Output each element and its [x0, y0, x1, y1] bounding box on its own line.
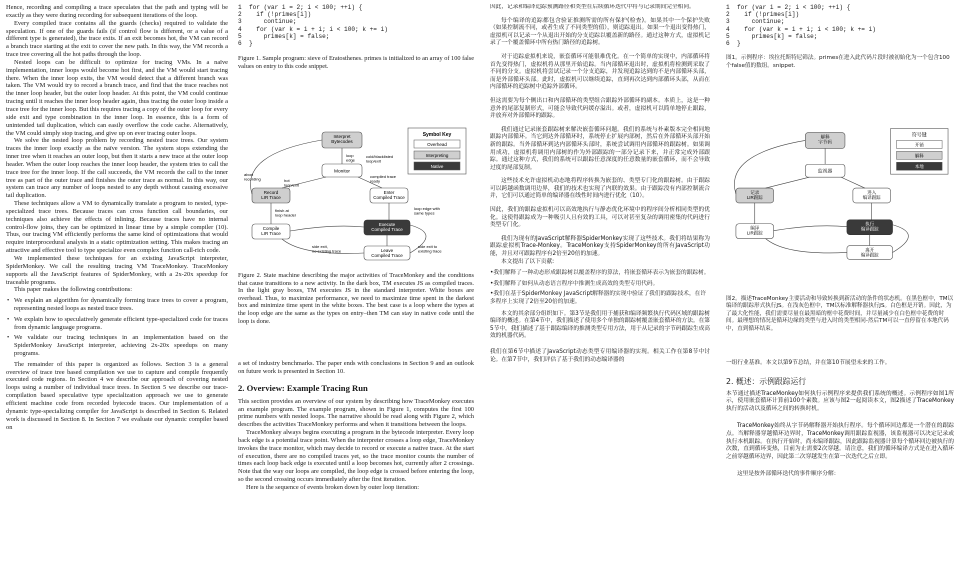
en-paragraph: TraceMonkey always begins executing a program in the bytecode interpreter. Every loop back edge is a potential trace point. When the interpreter crosses a loop edge, TraceMonkey invokes the trace monitor, which may decide to record or execute a native trace. At the start of execution, there are no compiled traces yet, so the trace monitor counts the number of times each loop back edge is executed until a loop becomes hot, currently after 2 crossings. Note that the way our loops are compiled, the loop edge is crossed before entering the loop, so the second crossing occurs immediately after the first iteration. [238, 429, 474, 484]
en-paragraph: Every compiled trace contains all the guards (checks) required to validate the speculation. If one of the guards fails (if control flow is different, or a value of a different type is generated), the trace exits. If an exit becomes hot, the VM can record a branch trace starting at the exit to cover the new path. In this way, the VM records a trace tree covering all the hot paths through the loop. [6, 19, 228, 59]
zh-paragraph: 我们通过记录嵌套跟踪树来解决嵌套循环问题。我们的系统与朴素版本完全相同地跟踪内部循环。当它到达外部循环时，系统停止扩展内部树，然后在外部循环头部开始新的跟踪。当外部循环到达内部循环头部时，系统尝试调用内部循环的跟踪树。如果调用成功，虚拟机将调用内部树的作为外部跟踪的一部分记录下来，并正常完成外部跟踪。通过这种方式，我们的系统可以跟踪任意深度的任意数量的嵌套循环，而不会导致过度的尾部复制。 [490, 126, 710, 171]
node-compile-label: Compile LIR Trace [261, 226, 281, 236]
key-interpreting: Interpreting [425, 153, 449, 158]
en-paragraph: Here is the sequence of events broken down by outer loop iteration: [246, 483, 420, 491]
list-item: •我们在基于SpiderMonkey JavaScript解释器的实现中验证了我们的跟踪技术，在许多程序上实现了2倍至20倍的加速。 [490, 291, 707, 305]
edge-same-types: loop edge with same types [414, 206, 440, 216]
zh-paragraph: 因此，记录和编译追踪预测路径和类型在后续循环迭代中将与记录期间完全相同。 [490, 4, 695, 10]
en-section-2 [238, 360, 474, 492]
svg-text:离开编译跟踪: 离开编译跟踪 [860, 247, 879, 258]
zh-paragraph: 我们在第6节中描述了JavaScript动态类型专用编译器的实现。相关工作在第8节中讨论。在第7节中，我们评估了基于我们的动态编译器的 [490, 348, 710, 363]
svg-text:进入编译跟踪: 进入编译跟踪 [862, 190, 881, 200]
chinese-page [480, 0, 960, 561]
node-leave-label: Leave Compiled Trace [371, 248, 403, 258]
en-paragraph: This paper makes the following contributions: [14, 286, 133, 294]
key-native-zh: 本地 [914, 164, 924, 170]
code-listing-zh: 1 for (var i = 2; i < 100; ++i) { 2 if (!primes[i]) 3 continue; 4 for (var k = i + i; i < 100; k += i) 5 primes[k] = false; 6 } [726, 4, 876, 48]
figure-1-caption: Figure 1. Sample program: sieve of Eratosthenes. primes is initialized to an array of 100 false values on entry to this code snippet. [238, 55, 474, 70]
zh-right-column [726, 4, 954, 560]
zh-paragraph: 我们为现有的JavaScript解释器SpiderMonkey实现了这些技术。我们将结果称为跟踪虚拟机Trace-Monkey。TraceMonkey支持SpiderMonkey的所有JavaScript功能，并且对可跟踪程序有2倍至20倍的加速。 [490, 235, 710, 258]
edge-finish: finish at loop header [275, 208, 297, 218]
node-execute-label: Execute Compiled Trace [371, 222, 403, 232]
zh-section-2 [726, 360, 954, 479]
key-overhead: Overhead [427, 142, 447, 147]
en-right-column [238, 4, 474, 560]
section-heading: 2. Overview: Example Tracing Run [238, 382, 368, 393]
svg-text:执行编译跟踪: 执行编译跟踪 [860, 221, 879, 232]
figure-2-caption-zh: 图2。描述TraceMonkey主要活动和导致转换到新活动的条件的状态机。在黑色框中，TM以编译的跟踪形式执行JS。在浅灰色框中，TM以标准解释器执行JS。白色框是开销。因此，为了最大化性能，我们需要尽量在最黑暗的框中花费时间，并尽量减少在白色框中花费的时间。最理想的情况是循环边缘的类型与进入时的类型相同-然后TM可以一直停留在本地代码中，直到循环结束。 [726, 296, 954, 332]
en-contribution-list [6, 297, 228, 358]
list-item: •我们解释了一种动态形成跟踪树以覆盖程序的算法，将嵌套循环表示为嵌套的跟踪树。 [490, 270, 710, 277]
en-paragraph: The remainder of this paper is organized as follows. Section 3 is a general overview of trace tree based compilation we use to capture and compile frequently executed code regions. In Section 4 we describe our approach of covering nested loops using a number of individual trace trees. In Section 5 we describe our trace-compilation based speculative type specialization approach we use to generate efficient machine code from recorded bytecode traces. Our implementation of a dynamic type-specializing compiler for JavaScript is described in Section 6. Related work is discussed in Section 8. In Section 7 we evaluate our dynamic compiler based on [6, 360, 228, 431]
en-paragraph: These techniques allow a VM to dynamically translate a program to nested, type-specialized trace trees. Because traces can cross function call boundaries, our techniques also achieve the effects of inlining. Because traces have no internal control-flow joins, they can be optimized in linear time by a simple compiler (10). Thus, our tracing VM efficiently performs the same kind of optimizations that would require interprocedural analysis in a static optimization setting. This makes tracing an attractive and effective tool to type specialize even complex function call-rich code. [6, 200, 228, 255]
en-left-column [6, 4, 228, 560]
figure-2-caption: Figure 2. State machine describing the major activities of TraceMonkey and the conditions that cause transitions to a new activity. In the dark box, TM executes JS as compiled traces. In the light gray boxes, TM executes JS in the standard interpreter. White boxes are overhead. Thus, to maximize performance, we need to maximize time spent in the darkest box and minimize time spent in the white boxes. The best case is a loop where the types at the loop edge are the same as the types on entry–then TM can stay in native code until the loop is done. [238, 272, 474, 325]
svg-text:解释字节码: 解释字节码 [818, 134, 832, 145]
edge-cold: cold/blacklisted loop/exit [366, 154, 394, 164]
zh-left-column [490, 4, 710, 560]
section-heading-zh: 2. 概述：示例跟踪运行 [726, 376, 807, 386]
list-item: •我们解释了如何从动态语言程序中推测生成高效的类型专用代码。 [490, 280, 659, 287]
list-item: • We explain an algorithm for dynamically forming trace trees to cover a program, representing nested loops as nested trace trees. [14, 297, 228, 313]
zh-paragraph: 每个编译的追踪都包含验证推测所需的所有保护(检查)。如果其中一个保护失败（如果控制流不同，或者生成了不同类型的值），则追踪退出。如果一个退出变得热门，虚拟机可以记录一个从退出开始的分支追踪以覆盖新的路径。通过这种方式，虚拟机记录了一个覆盖循环中所有热门路径的追踪树。 [490, 17, 710, 47]
zh-contribution-list [490, 270, 710, 306]
en-paragraph: Nested loops can be difficult to optimize for tracing VMs. In a naïve implementation, inner loops would become hot first, and the VM would start tracing there. When the inner loop exits, the VM would detect that a different branch was taken. The VM would try to record a branch trace, and find that the trace reaches not the inner loop header, but the outer loop header. At this point, the VM could continue tracing until it reaches the inner loop header again, thus tracing the outer loop inside a trace tree for the inner loop. But this requires tracing a copy of the outer loop for every side exit and type combination in the inner loop. In essence, this is a form of unintended tail duplication, which can easily overflow the code cache. Alternatively, the VM could simply stop tracing, and give up on ever tracing outer loops. [6, 58, 228, 137]
code-listing: 1 for (var i = 2; i < 100; ++i) { 2 if (!primes[i]) 3 continue; 4 for (var k = i + i; i < 100; k += i) 5 primes[k] = false; 6 } [238, 4, 388, 48]
node-record-label: Record LIR Trace [261, 190, 281, 200]
zh-paragraph: 对于追踪虚拟机来说，嵌套循环可能很难优化。在一个简单的实现中，内部循环将首先变得热门，虚拟机将从那里开始追踪。当内部循环退出时，虚拟机将检测到采取了不同的分支。虚拟机将尝试记录一个分支追踪，并发现追踪达到的不是内部循环头部，而是外部循环头部。此时，虚拟机可以继续追踪，直到再次达到内部循环头部，从而在内部循环的追踪树中追踪外部循环。 [490, 53, 710, 91]
edge-hot-loop: hot loop/exit [284, 178, 299, 188]
symbol-key-title-zh: 符号键 [911, 133, 927, 139]
svg-text:记录LIR跟踪: 记录 LIR跟踪 [746, 190, 763, 200]
key-interpreting-zh: 解释 [914, 153, 924, 159]
list-item: • We validate our tracing techniques in an implementation based on the SpiderMonkey JavaScript interpreter, achieving 2x-20x speedups on many programs. [14, 334, 228, 357]
zh-paragraph: 本文的其余部分组织如下。第3节是我们用于捕获和编译频繁执行代码区域的跟踪树编译的概述。在第4节中，我们描述了使用多个单独的跟踪树覆盖嵌套循环的方法。在第5节中，我们描述了基于跟踪编译的推测类型专用方法，用于从记录的字节码跟踪生成高效的机器代码。 [490, 310, 710, 340]
en-paragraph: This section provides an overview of our system by describing how TraceMonkey executes an example program. The example program, shown in Figure 1, computes the first 100 prime numbers with nested loops. The narrative should be read along with Figure 2, which describes the activities TraceMonkey performs and when it transitions between the loops. [238, 397, 474, 429]
key-native: Native [430, 164, 444, 169]
edge-loop-edge: loop edge [346, 153, 355, 163]
zh-paragraph: 这些技术允许虚拟机动态地将程序转换为嵌套的、类型专门化的跟踪树。由于跟踪可以跨越函数调用边界，我们的技术也实现了内联的效果。由于跟踪没有内部控制流合并，它们可以通过简单的编译器在线性时间内进行优化（10）。 [490, 178, 710, 200]
list-item: • We explain how to speculatively generate efficient type-specialized code for traces from dynamic language programs. [14, 316, 228, 332]
node-monitor-label-zh: 监视器 [817, 169, 833, 175]
edge-abort: abort recording [244, 172, 261, 182]
zh-paragraph: 本文提出了以下贡献: [501, 258, 555, 265]
figure-1-caption-zh: 图1。示例程序：埃拉托斯特尼筛法。primes在进入此代码片段时被初始化为一个包含100个false值的数组。snippet. [726, 55, 950, 69]
state-machine-diagram-zh [726, 124, 952, 264]
node-monitor-label: Monitor [334, 169, 350, 175]
node-enter-label: Enter Compiled Trace [373, 190, 405, 200]
edge-side-exit: side exit, no existing trace [312, 244, 342, 254]
en-paragraph: a set of industry benchmarks. The paper ends with conclusions in Section 9 and an outlook on future work is presented in Section 10. [238, 360, 474, 375]
zh-paragraph: 因此，我们的跟踪虚拟机可以高效地执行与静态优化环境中的程序间分析相同类型的优化。这使得跟踪成为一种吸引人且有效的工具，可以对甚至复杂的调用密集的代码进行类型专门化。 [490, 207, 710, 229]
state-machine-diagram [242, 124, 470, 264]
en-paragraph: We implemented these techniques for an existing JavaScript interpreter, SpiderMonkey. We call the resulting tracing VM TraceMonkey. TraceMonkey supports all the JavaScript features of SpiderMonkey, with a 2x-20x speedup for traceable programs. [6, 255, 228, 286]
edge-compiled-ready: compiled trace ready [370, 174, 397, 184]
zh-paragraph: 但这需要为每个侧出口和内部循环的类型组合跟踪外部循环的副本。本质上，这是一种意外的尾部复制形式，可能会导致代码缓存溢出。或者，虚拟机可以简单地停止跟踪，并放弃对外部循环的跟踪。 [490, 97, 710, 120]
zh-paragraph: 这里是按外部循环迭代的事件顺序分解： [737, 471, 840, 478]
edge-side-exit-existing: side exit to existing trace [418, 244, 442, 254]
zh-paragraph: TraceMonkey始终从字节码解释器开始执行程序。每个循环回边都是一个潜在的跟踪点。当解释器穿越循环边界时，TraceMonkey调用跟踪监视器，该监视器可以决定记录或执行本机跟踪。在执行开始时，尚未编译跟踪，因此跟踪监视器计算每个循环回边被执行的次数，直到循环变热，目前为止需要2次穿越。请注意，我们的循环编译方式是在进入循环之前穿越循环边界，因此第二次穿越发生在第一次迭代之后立即。 [726, 423, 954, 460]
en-intro-paragraph: Hence, recording and compiling a trace speculates that the path and typing will be exactly as they were during recording for subsequent iterations of the loop. [6, 4, 228, 19]
zh-paragraph: 本节通过描述TraceMonkey如何执行示例程序来提供我们系统的概述。示例程序如图1所示，使用嵌套循环计算前100个素数。应该与图2一起阅读本文，图2描述了TraceMonkey执行的活动以及循环之间的转换时机。 [726, 390, 954, 412]
key-overhead-zh: 开销 [914, 142, 924, 148]
zh-paragraph: 一组行业基准。本文以第9节总结，并在第10节展望未来的工作。 [726, 360, 891, 366]
en-paragraph: We solve the nested loop problem by recording nested trace trees. Our system traces the inner loop exactly as the naïve version. The system stops extending the inner tree when it reaches an outer loop, but then it starts a new trace at the outer loop header. When the outer loop reaches the inner loop header, the system tries to call the trace tree for the inner loop. If the call succeeds, the VM records the call to the inner tree as part of the outer trace and finishes the outer trace as normal. In this way, our system can trace any number of loops nested to any depth without causing excessive tail duplication. [6, 137, 228, 200]
svg-text:编译LIR跟踪: 编译 LIR跟踪 [746, 225, 763, 236]
symbol-key-title: Symbol Key [422, 132, 452, 138]
node-interpret-label: Interpret Bytecodes [331, 134, 353, 144]
